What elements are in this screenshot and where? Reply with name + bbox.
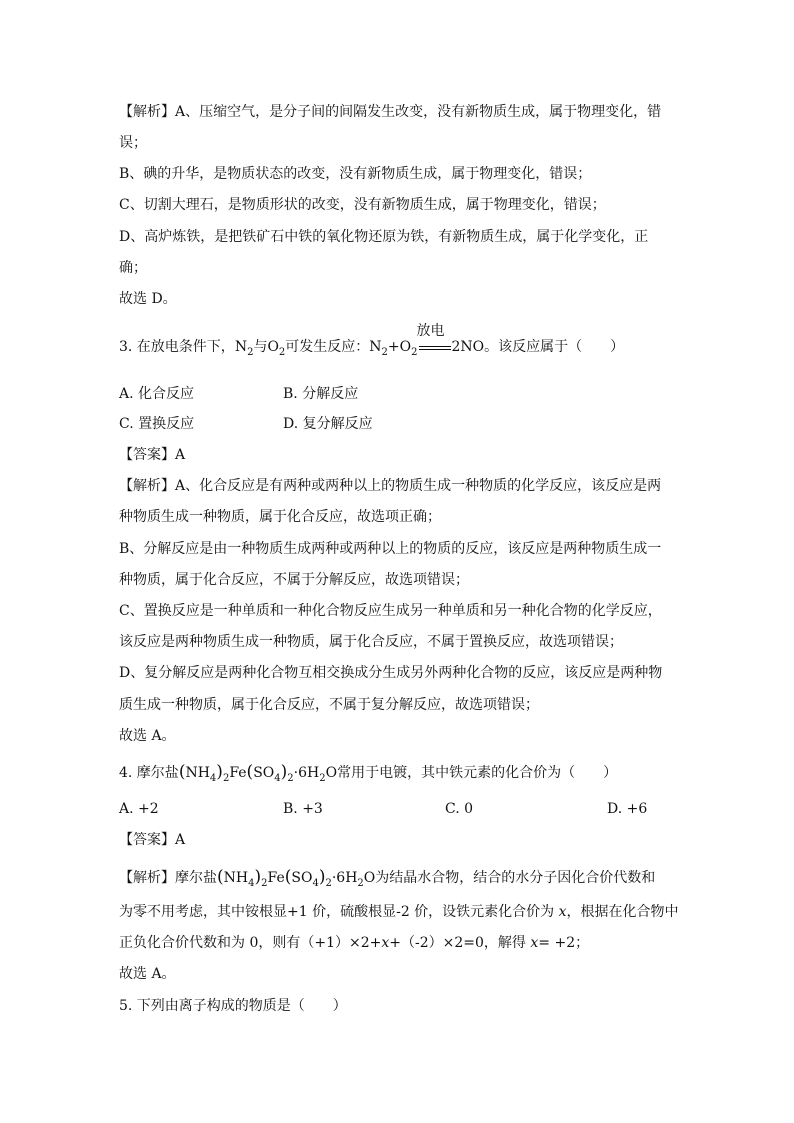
q3-n-symbol: N <box>234 339 248 355</box>
variable-x: x <box>530 935 539 951</box>
q3-analysis-line-1: 【解析】A、化合反应是有两种或两种以上的物质生成一种物质的化学反应，该反应是两 <box>119 478 662 494</box>
reaction-equals-sign <box>416 323 451 354</box>
nh4-group-subscript: 2 <box>222 773 230 784</box>
q4-analysis-line-3a: 正负化合价代数和为 0，则有（+1）×2+ <box>119 935 382 951</box>
h-subscript: 2 <box>319 773 326 784</box>
o-symbol: O <box>363 870 376 886</box>
eq-o-symbol: O <box>399 339 412 355</box>
q3-analysis-line-2: 种物质生成一种物质，属于化合反应，故选项正确； <box>119 509 441 525</box>
q5-stem: 5. 下列由离子构成的物质是（ ） <box>119 998 347 1014</box>
q3-analysis-line-7: D、复分解反应是两种化合物互相交换成分生成另外两种化合物的反应，该反应是两种物 <box>119 665 663 681</box>
q4-analysis-line-3 <box>119 933 589 953</box>
q2-analysis-line-3: B、碘的升华，是物质状态的改变，没有新物质生成，属于物理变化，错误； <box>119 166 592 182</box>
eq-product: 2NO <box>451 339 485 355</box>
q4-analysis-line-2a: 为零不用考虑，其中铵根显+1 价，硫酸根显-2 价，设铁元素化合价为 <box>119 904 559 920</box>
q3-analysis-line-8: 质生成一种物质，属于化合反应，不属于复分解反应，故选项错误； <box>119 697 539 713</box>
q3-n-subscript: 2 <box>247 347 254 358</box>
q4-analysis-line-3c: = +2； <box>538 935 590 951</box>
reaction-condition: 放电 <box>416 323 445 339</box>
q3-option-c: C. 置换反应 <box>119 416 195 432</box>
q3-equation <box>369 323 485 358</box>
nh4-group-subscript: 2 <box>261 878 268 889</box>
so-symbol: SO <box>291 870 313 886</box>
q2-analysis-line-1: 【解析】A、压缩空气，是分子间的间隔发生改变，没有新物质生成，属于物理变化，错 <box>119 104 662 120</box>
q4-analysis-line-3b: +（-2）×2=0，解得 <box>389 935 531 951</box>
mohr-salt-formula: $(NH_4)_2Fe(SO_4)_2\cdot 6H_2O$ <box>178 762 338 784</box>
h-subscript: 2 <box>357 878 364 889</box>
q4-analysis-line-4: 故选 A。 <box>119 966 176 982</box>
q4-analysis-prefix: 【解析】摩尔盐 <box>119 870 217 886</box>
nh-symbol: NH <box>185 765 210 781</box>
water-prefix: ·6H <box>331 870 358 886</box>
q4-option-b: B. +3 <box>283 801 323 817</box>
q4-analysis-suffix: 为结晶水合物，结合的水分子因化合价代数和 <box>375 870 656 886</box>
q2-analysis-line-2: 误； <box>119 135 147 151</box>
q3-stem <box>119 323 625 358</box>
q2-analysis-line-6: 确； <box>119 260 147 276</box>
q3-analysis-line-3: B、分解反应是由一种物质生成两种或两种以上的物质的反应，该反应是两种物质生成一 <box>119 541 662 557</box>
q4-answer: 【答案】A <box>119 832 186 848</box>
q4-option-c: C. 0 <box>445 801 474 817</box>
q2-analysis-line-5: D、高炉炼铁，是把铁矿石中铁的氧化物还原为铁，有新物质生成，属于化学变化，正 <box>119 229 649 245</box>
q3-option-b: B. 分解反应 <box>283 386 359 402</box>
variable-x: x <box>558 904 567 920</box>
q4-option-d: D. +6 <box>607 801 648 817</box>
q4-stem <box>119 762 617 783</box>
fe-symbol: Fe <box>267 870 285 886</box>
nh-symbol: NH <box>223 870 249 886</box>
q3-stem-suffix: 。该反应属于（ ） <box>484 339 625 355</box>
q4-stem-suffix: 常用于电镀，其中铁元素的化合价为（ ） <box>337 765 618 781</box>
so4-group-subscript: 2 <box>325 878 332 889</box>
eq-o-subscript: 2 <box>411 347 418 358</box>
q3-stem-prefix: 3. 在放电条件下， <box>119 339 235 355</box>
so-subscript: 4 <box>312 878 319 889</box>
nh-subscript: 4 <box>209 773 217 784</box>
q3-with: 与 <box>253 339 268 355</box>
so-symbol: SO <box>253 765 275 781</box>
q3-mid: 可发生反应： <box>285 339 370 355</box>
q3-answer: 【答案】A <box>119 447 186 463</box>
q3-analysis-line-9: 故选 A。 <box>119 728 176 744</box>
q3-option-d: D. 复分解反应 <box>283 416 373 432</box>
q2-analysis-line-7: 故选 D。 <box>119 291 177 307</box>
eq-plus: + <box>387 339 400 355</box>
q4-option-a: A. +2 <box>119 801 159 817</box>
q3-analysis-line-4: 种物质，属于化合反应，不属于分解反应，故选项错误； <box>119 572 469 588</box>
q3-o-symbol: O <box>267 339 279 355</box>
fe-symbol: Fe <box>229 765 247 781</box>
eq-n-subscript: 2 <box>381 347 388 358</box>
q4-analysis-line-1 <box>119 867 655 888</box>
eq-n-symbol: N <box>369 339 382 355</box>
so4-group-subscript: 2 <box>287 773 294 784</box>
nh-subscript: 4 <box>248 878 255 889</box>
o-symbol: O <box>325 765 338 781</box>
q2-analysis-line-4: C、切割大理石，是物质形状的改变，没有新物质生成，属于物理变化，错误； <box>119 197 606 213</box>
q4-analysis-line-2 <box>119 902 679 922</box>
q3-analysis-line-5: C、置换反应是一种单质和一种化合物反应生成另一种单质和另一种化合物的化学反应， <box>119 603 662 619</box>
mohr-salt-formula-analysis: $(NH_4)_2Fe(SO_4)_2\cdot 6H_2O$ <box>217 867 376 889</box>
q3-option-a: A. 化合反应 <box>119 386 195 402</box>
q3-o-subscript: 2 <box>278 347 286 358</box>
q4-stem-prefix: 4. 摩尔盐 <box>119 765 179 781</box>
water-prefix: ·6H <box>293 765 320 781</box>
variable-x: x <box>381 935 390 951</box>
q3-analysis-line-6: 该反应是两种物质生成一种物质，属于化合反应，不属于置换反应，故选项错误； <box>119 634 623 650</box>
so-subscript: 4 <box>274 773 281 784</box>
q4-analysis-line-2b: ，根据在化合物中 <box>566 904 679 920</box>
